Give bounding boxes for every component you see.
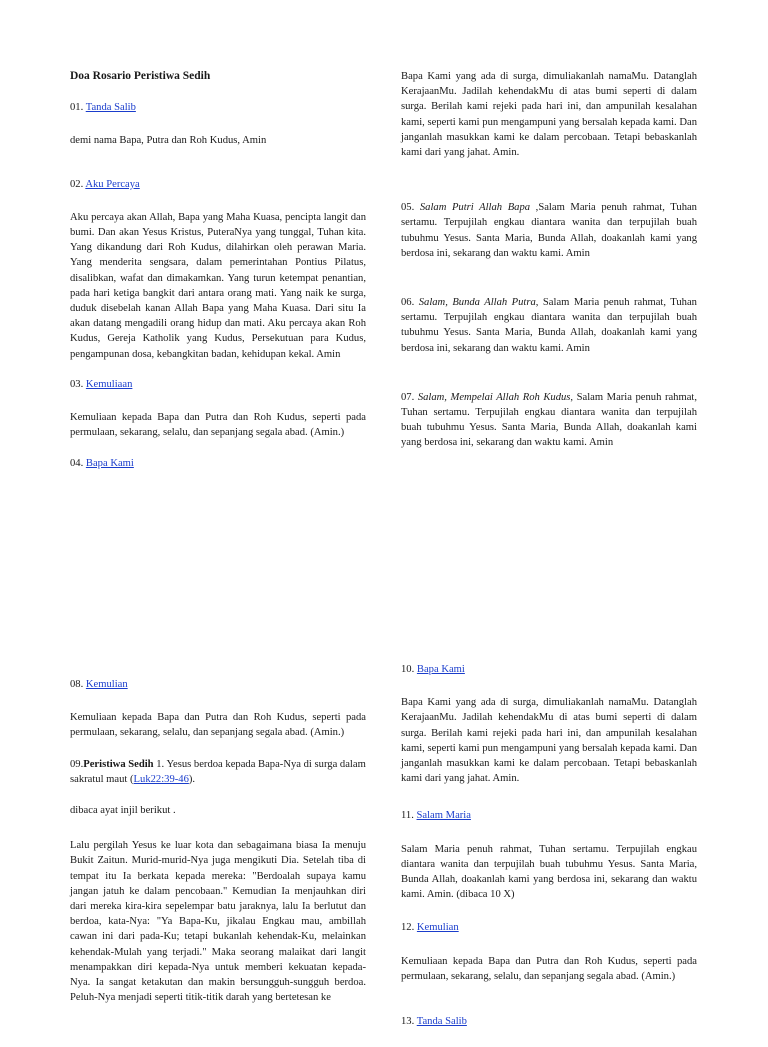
section-03-heading <box>70 377 366 392</box>
section-08-heading <box>70 677 366 692</box>
section-01-text: demi nama Bapa, Putra dan Roh Kudus, Amin <box>70 135 267 147</box>
left-column-upper <box>70 69 366 490</box>
left-column-lower <box>70 677 366 1005</box>
section-01-number: 01. <box>70 102 84 114</box>
section-10-link[interactable]: Bapa Kami <box>416 664 465 675</box>
section-05-name: Salam Putri Allah Bapa <box>419 202 531 214</box>
section-03-number: 03. <box>70 378 84 390</box>
section-04-link[interactable]: Bapa Kami <box>85 458 134 470</box>
section-03-text: Kemuliaan kepada Bapa dan Putra dan Roh Kudus, seperti pada permulaan, sekarang, selalu, dan sepanjang segala abad. (Amin.) <box>70 412 366 439</box>
section-03-link[interactable]: Kemuliaan <box>85 378 133 390</box>
section-05-number: 05. <box>401 202 415 214</box>
section-02-text: Aku percaya akan Allah, Bapa yang Maha Kuasa, pencipta langit dan bumi. Dan akan Yesus Kristus, PuteraNya yang tunggal, Tuhan kita. Yang dikandung dari Roh Kudus, dilahirkan oleh perawan Maria. Yang menderita sengsara, dalam pemerintahan Pontius Pilatus, disalibkan, wafat dan dimakamkan. Yang turun ketempat penantian, pada hari ketiga bangkit dari antara orang mati. Yang naik ke surga, duduk disebelah kanan Allah Bapa yang Maha Kuasa. Dari situ Ia akan datang mengadili orang hidup dan mati. Aku percaya akan Roh Kudus, Gereja Katholik yang Kudus, Persekutuan para Kudus, pengampunan dosa, kebangkitan badan, kehidupan kekal. Amin <box>70 211 366 360</box>
section-01-link[interactable]: Tanda Salib <box>85 102 136 114</box>
section-08-number: 08. <box>70 679 84 690</box>
section-07-name: Salam, Mempelai Allah Roh Kudus <box>417 391 571 403</box>
section-09-intro: dibaca ayat injil berikut . <box>70 805 176 817</box>
section-06-name: Salam, Bunda Allah Putra <box>418 297 536 309</box>
section-06-number: 06. <box>401 297 415 309</box>
section-07-text <box>401 390 697 451</box>
section-11-text: Salam Maria penuh rahmat, Tuhan sertamu. Terpujilah engkau diantara wanita dan terpujilah buah tubuhmu Yesus. Santa Maria, Bunda Allah, doakanlah kami yang berdosa ini, sekarang dan waktu kami. Amin. (dibaca 10 X) <box>401 843 697 901</box>
section-10-heading <box>401 662 697 677</box>
section-04-heading <box>70 456 366 471</box>
section-05-body: ,Salam Maria penuh rahmat, Tuhan sertamu. Terpujilah engkau diantara wanita dan terpujilah buah tubuhmu Yesus. Santa Maria, Bunda Allah, doakanlah kami yang berdosa ini, sekarang dan waktu kami. Amin <box>401 202 697 259</box>
section-13-number: 13. <box>401 1016 415 1028</box>
section-02-heading <box>70 177 366 192</box>
section-09-body: Lalu pergilah Yesus ke luar kota dan sebagaimana biasa Ia menuju Bukit Zaitun. Murid-murid-Nya juga mengikuti Dia. Setelah tiba di tempat itu Ia berkata kepada mereka: "Berdoalah supaya kamu jangan jatuh ke dalam pencobaan." Kemudian Ia menjauhkan diri dari mereka kira-kira sepelempar batu jaraknya, lalu Ia berlutut dan berdoa, kata-Nya: "Ya Bapa-Ku, jikalau Engkau mau, ambillah cawan ini dari pada-Ku; tetapi bukanlah kehendak-Ku, melainkan kehendak-Mulah yang terjadi." Maka seorang malaikat dari langit menampakkan diri kepada-Nya untuk memberi kekuatan kepada-Nya. Ia sangat ketakutan dan makin bersungguh-sungguh berdoa. Peluh-Nya menjadi seperti titik-titik darah yang bertetesan ke <box>70 840 366 1004</box>
right-column-upper <box>401 69 697 467</box>
section-04-number: 04. <box>70 458 84 470</box>
section-12-text: Kemuliaan kepada Bapa dan Putra dan Roh Kudus, seperti pada permulaan, sekarang, selalu, dan sepanjang segala abad. (Amin.) <box>401 955 697 982</box>
document-title: Doa Rosario Peristiwa Sedih <box>70 70 211 82</box>
section-09-ref-link[interactable]: Luk22:39-46 <box>133 773 189 785</box>
section-07-body: , Salam Maria penuh rahmat, Tuhan sertamu. Terpujilah engkau diantara wanita dan terpujilah buah tubuhmu Yesus. Santa Maria, Bunda Allah, doakanlah kami yang berdosa ini, sekarang dan waktu kami. Amin <box>401 391 697 449</box>
section-09-heading-end: ). <box>188 773 196 785</box>
section-02-number: 02. <box>70 178 84 190</box>
section-07-number: 07. <box>401 391 415 403</box>
section-13-link[interactable]: Tanda Salib <box>416 1016 467 1028</box>
section-12-number: 12. <box>401 922 415 934</box>
section-11-number: 11. <box>401 810 414 822</box>
section-05-text <box>401 200 697 261</box>
section-09-heading <box>70 757 366 787</box>
section-06-body: , Salam Maria penuh rahmat, Tuhan sertamu. Terpujilah engkau diantara wanita dan terpujilah buah tubuhmu Yesus. Santa Maria, Bunda Allah, doakanlah kami yang berdosa ini, sekarang dan waktu kami. Amin <box>401 297 697 354</box>
section-02-link[interactable]: Aku Percaya <box>85 178 140 190</box>
section-08-text: Kemuliaan kepada Bapa dan Putra dan Roh Kudus, seperti pada permulaan, sekarang, selalu, dan sepanjang segala abad. (Amin.) <box>70 712 366 739</box>
section-11-link[interactable]: Salam Maria <box>416 810 471 822</box>
section-09-number: 09. <box>70 758 84 770</box>
section-11-heading <box>401 808 697 823</box>
section-10-text: Bapa Kami yang ada di surga, dimuliakanlah namaMu. Datanglah KerajaanMu. Jadilah kehendakMu di atas bumi seperti di dalam surga. Berilah kami rejeki pada hari ini, dan ampunilah kesalahan kami, seperti kami pun mengampuni yang bersalah kepada kami. Dan janganlah masukkan kami ke dalam percobaan. Tetapi bebaskanlah kami dari yang jahat. Amin. <box>401 697 697 785</box>
section-13-heading <box>401 1014 697 1029</box>
section-12-link[interactable]: Kemulian <box>416 922 459 934</box>
section-09-heading-text: 1. Yesus berdoa kepada Bapa-Nya di surga dalam sakratul maut ( <box>70 758 366 785</box>
section-08-link[interactable]: Kemulian <box>85 679 128 690</box>
section-06-text <box>401 295 697 356</box>
section-04-text: Bapa Kami yang ada di surga, dimuliakanlah namaMu. Datanglah KerajaanMu. Jadilah kehendakMu di atas bumi seperti di dalam surga. Berilah kami rejeki pada hari ini, dan ampunilah kesalahan kami, seperti kami pun mengampuni yang bersalah kepada kami. Dan janganlah masukkan kami ke dalam percobaan. Tetapi bebaskanlah kami dari yang jahat. Amin. <box>401 71 697 159</box>
section-01-heading <box>70 100 366 115</box>
section-12-heading <box>401 920 697 935</box>
right-column-lower <box>401 662 697 1047</box>
section-10-number: 10. <box>401 664 415 675</box>
section-09-bold-title: Peristiwa Sedih <box>83 758 154 770</box>
